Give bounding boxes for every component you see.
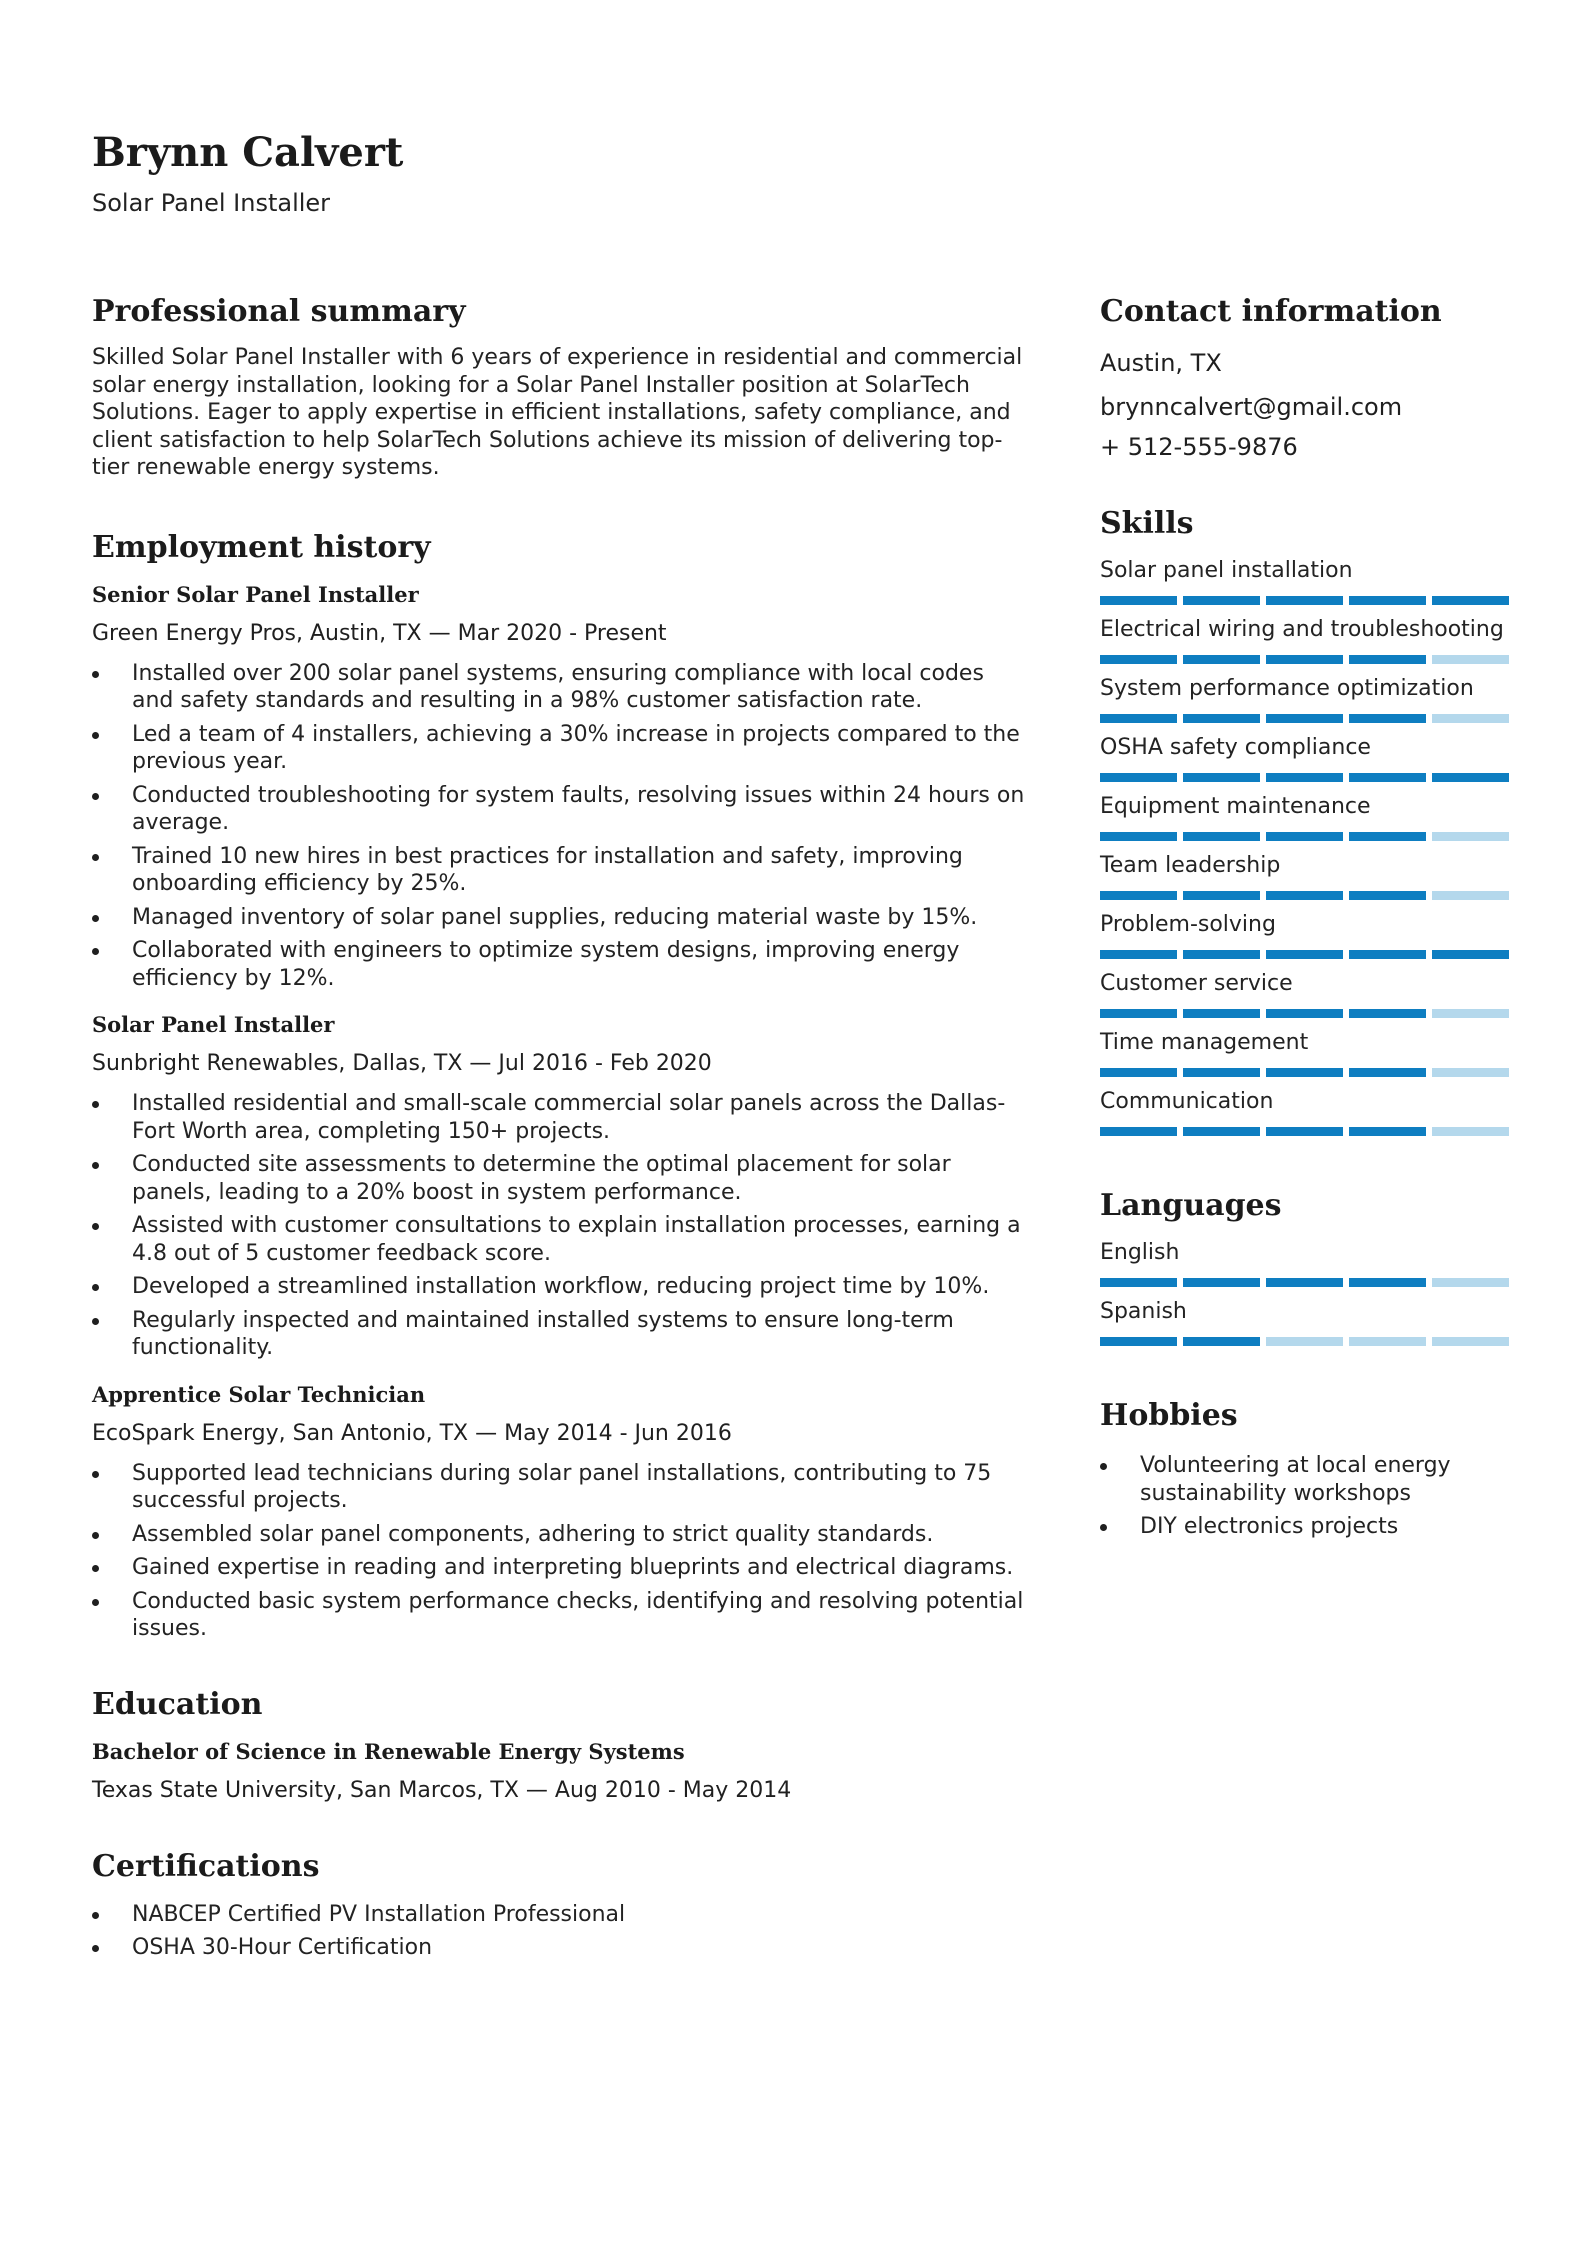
employment-heading: Employment history (92, 529, 431, 565)
list-item: Assembled solar panel components, adhering to strict quality standards. (92, 1521, 1032, 1549)
summary-section (92, 290, 1032, 482)
list-item: Trained 10 new hires in best practices for installation and safety, improving onboarding efficiency by 25%. (92, 843, 1032, 898)
rating-item (1100, 674, 1512, 723)
rating-label: OSHA safety compliance (1100, 735, 1371, 760)
list-item: Regularly inspected and maintained installed systems to ensure long-term functionality. (92, 1307, 1032, 1362)
rating-segment-filled (1266, 1068, 1343, 1077)
rating-item (1100, 1028, 1512, 1077)
rating-segment-filled (1266, 1127, 1343, 1136)
rating-label: Spanish (1100, 1299, 1187, 1324)
rating-segment-filled (1266, 1278, 1343, 1287)
list-item: Supported lead technicians during solar panel installations, contributing to 75 successful projects. (92, 1460, 1032, 1515)
rating-bar (1100, 596, 1512, 605)
rating-item (1100, 910, 1512, 959)
rating-segment-filled (1100, 655, 1177, 664)
list-item: Conducted troubleshooting for system faults, resolving issues within 24 hours on average. (92, 782, 1032, 837)
rating-segment-filled (1432, 773, 1509, 782)
rating-bar (1100, 950, 1512, 959)
list-item: OSHA 30-Hour Certification (92, 1934, 1032, 1962)
rating-segment-filled (1349, 891, 1426, 900)
languages-heading: Languages (1100, 1188, 1282, 1223)
rating-segment-filled (1349, 596, 1426, 605)
job-bullets (92, 1460, 1032, 1643)
rating-segment-empty (1432, 1127, 1509, 1136)
rating-bar (1100, 655, 1512, 664)
hobbies-section (1100, 1394, 1512, 1541)
rating-segment-filled (1266, 950, 1343, 959)
rating-segment-filled (1183, 773, 1260, 782)
rating-segment-empty (1432, 1278, 1509, 1287)
rating-segment-empty (1266, 1337, 1343, 1346)
summary-heading: Professional summary (92, 294, 466, 329)
rating-segment-filled (1266, 832, 1343, 841)
job-entry (92, 1380, 1032, 1643)
rating-label: Problem-solving (1100, 912, 1276, 937)
contact-phone[interactable]: + 512-555-9876 (1100, 433, 1298, 461)
rating-item (1100, 556, 1512, 605)
certifications-section (92, 1845, 1032, 1962)
rating-segment-filled (1349, 1068, 1426, 1077)
contact-heading: Contact information (1100, 294, 1442, 329)
rating-label: English (1100, 1240, 1180, 1265)
rating-bar (1100, 832, 1512, 841)
list-item: Gained expertise in reading and interpreting blueprints and electrical diagrams. (92, 1554, 1032, 1582)
list-item: DIY electronics projects (1100, 1513, 1512, 1541)
hobbies-heading: Hobbies (1100, 1398, 1238, 1433)
rating-bar (1100, 891, 1512, 900)
rating-segment-filled (1183, 714, 1260, 723)
degree-title: Bachelor of Science in Renewable Energy Systems (92, 1738, 685, 1764)
rating-item (1100, 792, 1512, 841)
rating-segment-filled (1183, 832, 1260, 841)
rating-segment-filled (1100, 950, 1177, 959)
rating-segment-empty (1432, 714, 1509, 723)
rating-bar (1100, 773, 1512, 782)
rating-item (1100, 1087, 1512, 1136)
rating-segment-empty (1432, 891, 1509, 900)
rating-segment-filled (1432, 596, 1509, 605)
job-role: Senior Solar Panel Installer (92, 581, 419, 607)
job-meta: Sunbright Renewables, Dallas, TX — Jul 2016 - Feb 2020 (92, 1051, 712, 1076)
candidate-name: Brynn Calvert (92, 129, 404, 176)
rating-segment-empty (1432, 1009, 1509, 1018)
certifications-heading: Certifications (92, 1848, 320, 1884)
rating-segment-filled (1349, 1278, 1426, 1287)
rating-segment-empty (1432, 1337, 1509, 1346)
list-item: Managed inventory of solar panel supplies, reducing material waste by 15%. (92, 904, 1032, 932)
rating-segment-filled (1183, 655, 1260, 664)
rating-segment-filled (1349, 1127, 1426, 1136)
skills-section (1100, 502, 1512, 1136)
rating-label: System performance optimization (1100, 676, 1474, 701)
rating-item (1100, 733, 1512, 782)
rating-segment-filled (1183, 1337, 1260, 1346)
rating-segment-filled (1183, 596, 1260, 605)
rating-segment-filled (1183, 1068, 1260, 1077)
list-item: NABCEP Certified PV Installation Professional (92, 1901, 1032, 1929)
education-heading: Education (92, 1686, 263, 1722)
rating-bar (1100, 1068, 1512, 1077)
list-item: Installed over 200 solar panel systems, ensuring compliance with local codes and safety standards and resulting in a 98% customer satisfaction rate. (92, 660, 1032, 715)
list-item: Assisted with customer consultations to explain installation processes, earning a 4.8 out of 5 customer feedback score. (92, 1212, 1032, 1267)
job-role: Solar Panel Installer (92, 1012, 335, 1037)
rating-segment-filled (1183, 891, 1260, 900)
rating-segment-filled (1349, 773, 1426, 782)
rating-item (1100, 1297, 1512, 1346)
rating-segment-filled (1266, 596, 1343, 605)
rating-segment-empty (1432, 1068, 1509, 1077)
rating-segment-filled (1266, 891, 1343, 900)
rating-label: Solar panel installation (1100, 558, 1353, 583)
candidate-title: Solar Panel Installer (92, 189, 331, 217)
list-item: Conducted basic system performance checks, identifying and resolving potential issues. (92, 1588, 1032, 1643)
rating-segment-filled (1100, 1337, 1177, 1346)
education-meta: Texas State University, San Marcos, TX — Aug 2010 - May 2014 (92, 1777, 792, 1803)
rating-segment-filled (1100, 1127, 1177, 1136)
summary-text: Skilled Solar Panel Installer with 6 years of experience in residential and commercial solar energy installation, looking for a Solar Panel Installer position at SolarTech Solutions. Eager to apply expertise in efficient installations, safety compliance, and client satisfaction to help SolarTech Solutions achieve its mission of delivering top-tier renewable energy systems. (92, 345, 1023, 480)
job-role: Apprentice Solar Technician (92, 1381, 426, 1407)
rating-segment-filled (1266, 714, 1343, 723)
rating-label: Team leadership (1100, 853, 1281, 878)
rating-segment-filled (1100, 1009, 1177, 1018)
rating-item (1100, 615, 1512, 664)
rating-label: Electrical wiring and troubleshooting (1100, 617, 1504, 642)
rating-segment-filled (1183, 1127, 1260, 1136)
rating-segment-filled (1349, 714, 1426, 723)
job-entry (92, 580, 1032, 993)
rating-segment-empty (1432, 655, 1509, 664)
contact-email[interactable]: brynncalvert@gmail.com (1100, 393, 1403, 421)
rating-segment-filled (1266, 1009, 1343, 1018)
rating-label: Time management (1100, 1030, 1309, 1055)
rating-segment-filled (1183, 1009, 1260, 1018)
rating-segment-filled (1266, 655, 1343, 664)
job-meta: EcoSpark Energy, San Antonio, TX — May 2014 - Jun 2016 (92, 1420, 732, 1446)
rating-segment-filled (1100, 714, 1177, 723)
rating-label: Communication (1100, 1089, 1274, 1114)
rating-item (1100, 1238, 1512, 1287)
job-bullets (92, 1090, 1032, 1362)
contact-location: Austin, TX (1100, 349, 1222, 377)
rating-bar (1100, 1278, 1512, 1287)
rating-bar (1100, 714, 1512, 723)
certifications-list (92, 1901, 1032, 1962)
rating-label: Customer service (1100, 971, 1293, 996)
list-item: Developed a streamlined installation workflow, reducing project time by 10%. (92, 1273, 1032, 1301)
list-item: Conducted site assessments to determine the optimal placement for solar panels, leading to a 20% boost in system performance. (92, 1151, 1032, 1206)
job-bullets (92, 660, 1032, 993)
rating-bar (1100, 1127, 1512, 1136)
rating-segment-filled (1266, 773, 1343, 782)
list-item: Volunteering at local energy sustainability workshops (1100, 1452, 1512, 1507)
rating-segment-filled (1349, 832, 1426, 841)
rating-segment-empty (1432, 832, 1509, 841)
rating-bar (1100, 1009, 1512, 1018)
rating-segment-filled (1349, 950, 1426, 959)
rating-item (1100, 969, 1512, 1018)
skills-list (1100, 556, 1512, 1136)
list-item: Led a team of 4 installers, achieving a 30% increase in projects compared to the previous year. (92, 721, 1032, 776)
rating-segment-filled (1100, 1278, 1177, 1287)
rating-segment-filled (1100, 891, 1177, 900)
rating-segment-filled (1100, 596, 1177, 605)
rating-segment-filled (1100, 1068, 1177, 1077)
job-entry (92, 1010, 1032, 1362)
list-item: Installed residential and small-scale commercial solar panels across the Dallas-Fort Worth area, completing 150+ projects. (92, 1090, 1032, 1145)
rating-segment-filled (1432, 950, 1509, 959)
rating-segment-filled (1349, 1009, 1426, 1018)
rating-segment-filled (1100, 832, 1177, 841)
hobbies-list (1100, 1452, 1512, 1541)
rating-segment-filled (1349, 655, 1426, 664)
main-column (92, 290, 1032, 1968)
rating-segment-filled (1183, 1278, 1260, 1287)
rating-bar (1100, 1337, 1512, 1346)
job-meta: Green Energy Pros, Austin, TX — Mar 2020 - Present (92, 620, 667, 646)
languages-list (1100, 1238, 1512, 1346)
resume-header (92, 126, 403, 218)
languages-section (1100, 1184, 1512, 1346)
list-item: Collaborated with engineers to optimize system designs, improving energy efficiency by 12%. (92, 937, 1032, 992)
rating-segment-empty (1349, 1337, 1426, 1346)
contact-section (1100, 290, 1512, 462)
education-section (92, 1683, 1032, 1805)
employment-section (92, 526, 1032, 1643)
sidebar-column (1100, 290, 1512, 1547)
skills-heading: Skills (1100, 506, 1194, 541)
rating-label: Equipment maintenance (1100, 794, 1371, 819)
rating-segment-filled (1183, 950, 1260, 959)
rating-item (1100, 851, 1512, 900)
rating-segment-filled (1100, 773, 1177, 782)
